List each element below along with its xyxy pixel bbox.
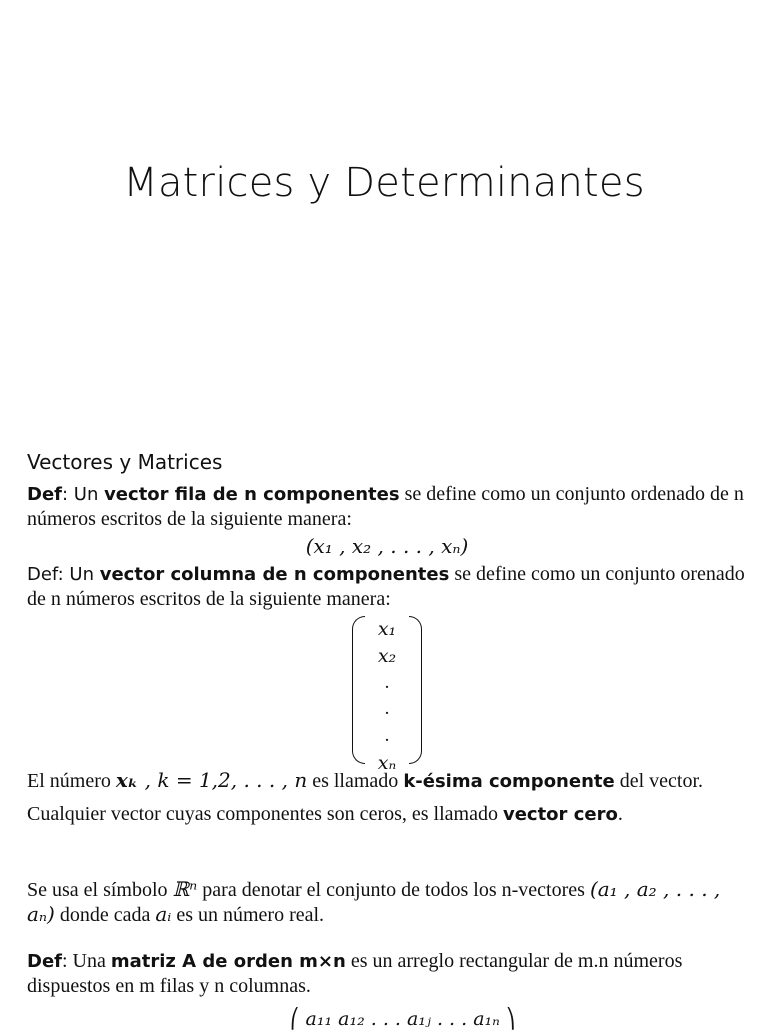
line5-text4: es un número real. [171,904,325,926]
section-heading: Vectores y Matrices [27,450,223,474]
def-label: Def [27,484,62,505]
def3-text1: : Una [61,950,111,972]
line3-text3: es llamado [307,770,404,792]
a-vector-formula: (a₁ , a₂ , . . . , aₙ) [27,877,721,926]
line3-text1: El número [27,770,116,792]
def3-bold-term: matriz A de orden m×n [110,951,346,972]
line5-text1: Se usa el símbolo [27,879,173,901]
def2-label: Def: Un [27,564,100,585]
row-vector-formula: (x₁ , x₂ , . . . , xₙ) [305,534,469,558]
column-entry: x₁ [377,618,397,640]
column-entry: x₂ [377,644,397,667]
rn-symbol-line [27,877,747,927]
line3-text4: del vector. [614,770,704,792]
ai-variable: aᵢ [155,902,172,926]
column-entry: . [384,725,390,747]
def3-label: Def [27,951,62,972]
zero-vector-line [27,802,747,827]
def1-text2: se define como un conjunto ordenado de n números escritos de la siguiente manera: [27,483,744,530]
line5-text3: donde cada [54,904,156,926]
k-component-term: k-ésima componente [403,771,615,792]
right-bracket [409,616,422,764]
line5-text2: para denotar el conjunto de todos los n-vectores [197,879,590,901]
def2-text2: se define como un conjunto orenado de n números escritos de la siguiente manera: [27,563,745,610]
matrix-first-row: ⎛ a₁₁ a₁₂ . . . a₁ⱼ . . . a₁ₙ ⎞ [290,1008,516,1030]
line4-text1: Cualquier vector cuyas componentes son ceros, es llamado [27,803,503,825]
slide-content [27,450,747,999]
column-entry: . [384,671,390,693]
def1-text1: : Un [61,484,105,505]
def-matriz [27,949,747,999]
zero-vector-term: vector cero [502,804,618,825]
def3-text2: es un arreglo rectangular de m.n números dispuestos en m filas y n columnas. [27,950,683,997]
column-vector [352,616,422,774]
xk-variable: xₖ [115,768,139,792]
def1-bold-term: vector fila de n componentes [104,484,400,505]
column-entry: . [384,698,390,720]
column-entry: xₙ [377,751,397,774]
def2-bold-term: vector columna de n componentes [99,564,450,585]
rn-symbol: ℝⁿ [172,877,198,901]
def-vector-fila [27,482,747,532]
slide-title: Matrices y Determinantes [123,160,645,206]
def-vector-columna [27,562,747,612]
k-range: , k = 1,2, . . . , n [138,768,308,792]
column-vector-entries [364,616,410,777]
line4-text2: . [617,803,623,825]
